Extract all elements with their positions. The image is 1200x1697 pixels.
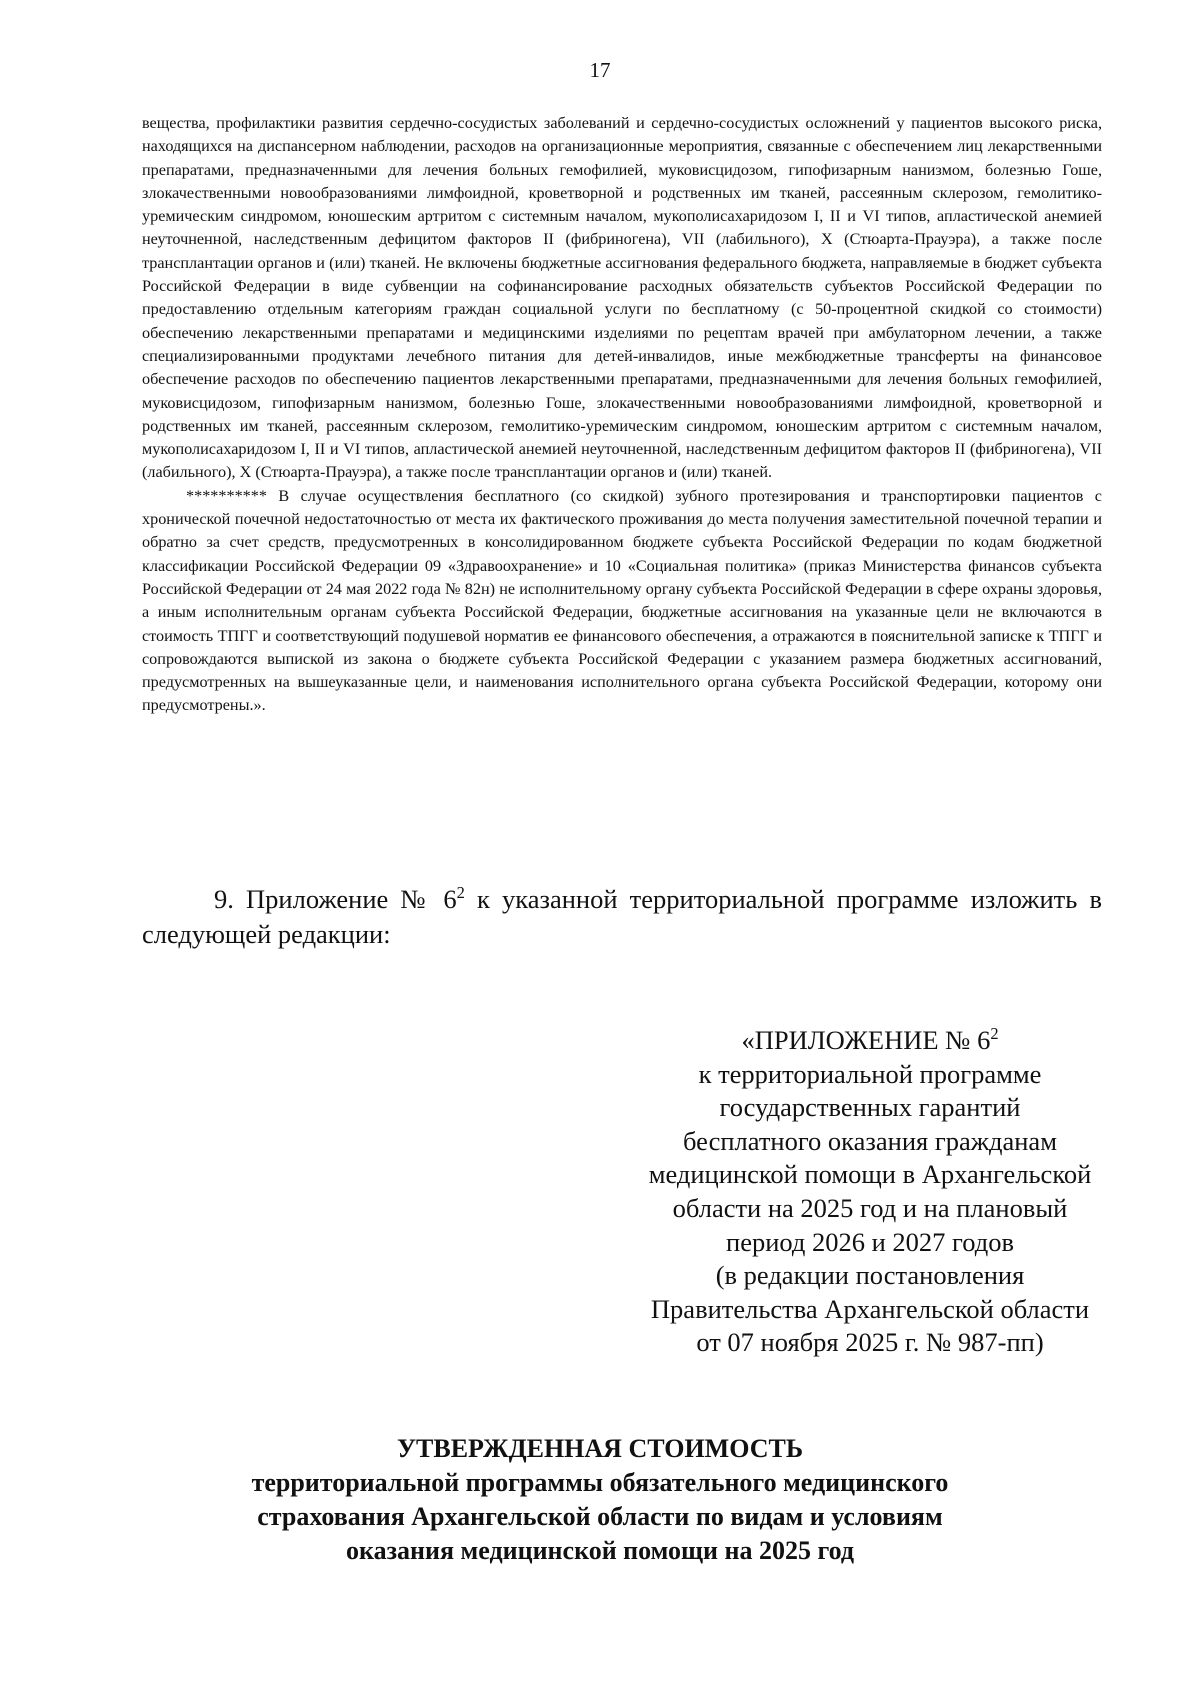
appendix-line-7: период 2026 и 2027 годов <box>726 1226 1014 1257</box>
appendix-line-6: области на 2025 год и на плановый <box>672 1192 1068 1223</box>
appendix-line-9: Правительства Архангельской области <box>650 1293 1090 1324</box>
amendment-paragraph <box>142 882 1102 952</box>
appendix-title-line: «ПРИЛОЖЕНИЕ № $6^2$ <box>741 1024 999 1055</box>
appendix-line-5: медицинской помощи в Архангельской <box>648 1159 1092 1190</box>
appendix-line-8: (в редакции постановления <box>715 1260 1025 1291</box>
appendix-superscript: 2 <box>990 1024 999 1044</box>
document-title <box>150 1432 1050 1568</box>
amendment-suffix: к указанной территориальной программе изложить в следующей редакции: <box>142 884 1102 949</box>
footnote-paragraph-continuation: вещества, профилактики развития сердечно-сосудистых заболеваний и сердечно-сосудистых осложнений у пациентов высокого риска, находящихся на диспансерном наблюдении, расходов на организационные мероприятия, связанные с обеспечением лиц лекарственными препаратами, предназначенными для лечения больных гемофилией, муковисцидозом, гипофизарным нанизмом, болезнью Гоше, злокачественными новообразованиями лимфоидной, кроветворной и родственных им тканей, рассеянным склерозом, гемолитико-уремическим синдромом, юношеским артритом с системным началом, мукополисахаридозом I, II и VI типов, апластической анемией неуточненной, наследственным дефицитом факторов II (фибриногена), VII (лабильного), X (Стюарта-Прауэра), а также после трансплантации органов и (или) тканей. Не включены бюджетные ассигнования федерального бюджета, направляемые в бюджет субъекта Российской Федерации в виде субвенции на софинансирование расходных обязательств субъектов Российской Федерации по предоставлению отдельным категориям граждан социальной услуги по бесплатному (с 50-процентной скидкой со стоимости) обеспечению лекарственными препаратами и медицинскими изделиями по рецептам врачей при амбулаторном лечении, а также специализированными продуктами лечебного питания для детей-инвалидов, иные межбюджетные трансферты на финансовое обеспечение расходов по обеспечению пациентов лекарственными препаратами, предназначенными для лечения больных гемофилией, муковисцидозом, гипофизарным нанизмом, болезнью Гоше, злокачественными новообразованиями лимфоидной, кроветворной и родственных им тканей, рассеянным склерозом, гемолитико-уремическим синдромом, юношеским артритом с системным началом, мукополисахаридозом I, II и VI типов, апластической анемией неуточненной, наследственным дефицитом факторов II (фибриногена), VII (лабильного), X (Стюарта-Прауэра), а также после трансплантации органов и (или) тканей. <box>142 114 1102 482</box>
appendix-line-3: государственных гарантий <box>719 1092 1021 1123</box>
title-line-4: оказания медицинской помощи на 2025 год <box>345 1536 855 1565</box>
appendix-line-2: к территориальной программе <box>698 1058 1042 1089</box>
appendix-header <box>620 1024 1120 1360</box>
page-number: 17 <box>589 58 611 82</box>
appendix-line-4: бесплатного оказания гражданам <box>683 1125 1057 1156</box>
amendment-superscript: 2 <box>456 883 465 903</box>
title-line-1: УТВЕРЖДЕННАЯ СТОИМОСТЬ <box>396 1434 804 1463</box>
title-line-2: территориальной программы обязательного медицинского <box>251 1468 949 1497</box>
footnote-paragraph-dental: ********** В случае осуществления бесплатного (со скидкой) зубного протезирования и транспортировки пациентов с хронической почечной недостаточностью от места их фактического проживания до места получения заместительной почечной терапии и обратно за счет средств, предусмотренных в консолидированном бюджете субъекта Российской Федерации по кодам бюджетной классификации Российской Федерации 09 «Здравоохранение» и 10 «Социальная политика» (приказ Министерства финансов субъекта Российской Федерации от 24 мая 2022 года № 82н) не исполнительному органу субъекта Российской Федерации в сфере охраны здоровья, а иным исполнительным органам субъекта Российской Федерации, бюджетные ассигнования на указанные цели не включаются в стоимость ТПГГ и соответствующий подушевой норматив ее финансового обеспечения, а отражаются в пояснительной записке к ТПГГ и сопровождаются выпиской из закона о бюджете субъекта Российской Федерации с указанием размера бюджетных ассигнований, предусмотренных на вышеуказанные цели, и наименования исполнительного органа субъекта Российской Федерации, которому они предусмотрены.». <box>142 486 1102 715</box>
title-line-3: страхования Архангельской области по видам и условиям <box>257 1502 943 1531</box>
appendix-line-10: от 07 ноября 2025 г. № 987-пп) <box>696 1327 1044 1358</box>
footnotes-section <box>142 112 1102 718</box>
amendment-prefix: 9. Приложение № 6 <box>214 884 457 914</box>
